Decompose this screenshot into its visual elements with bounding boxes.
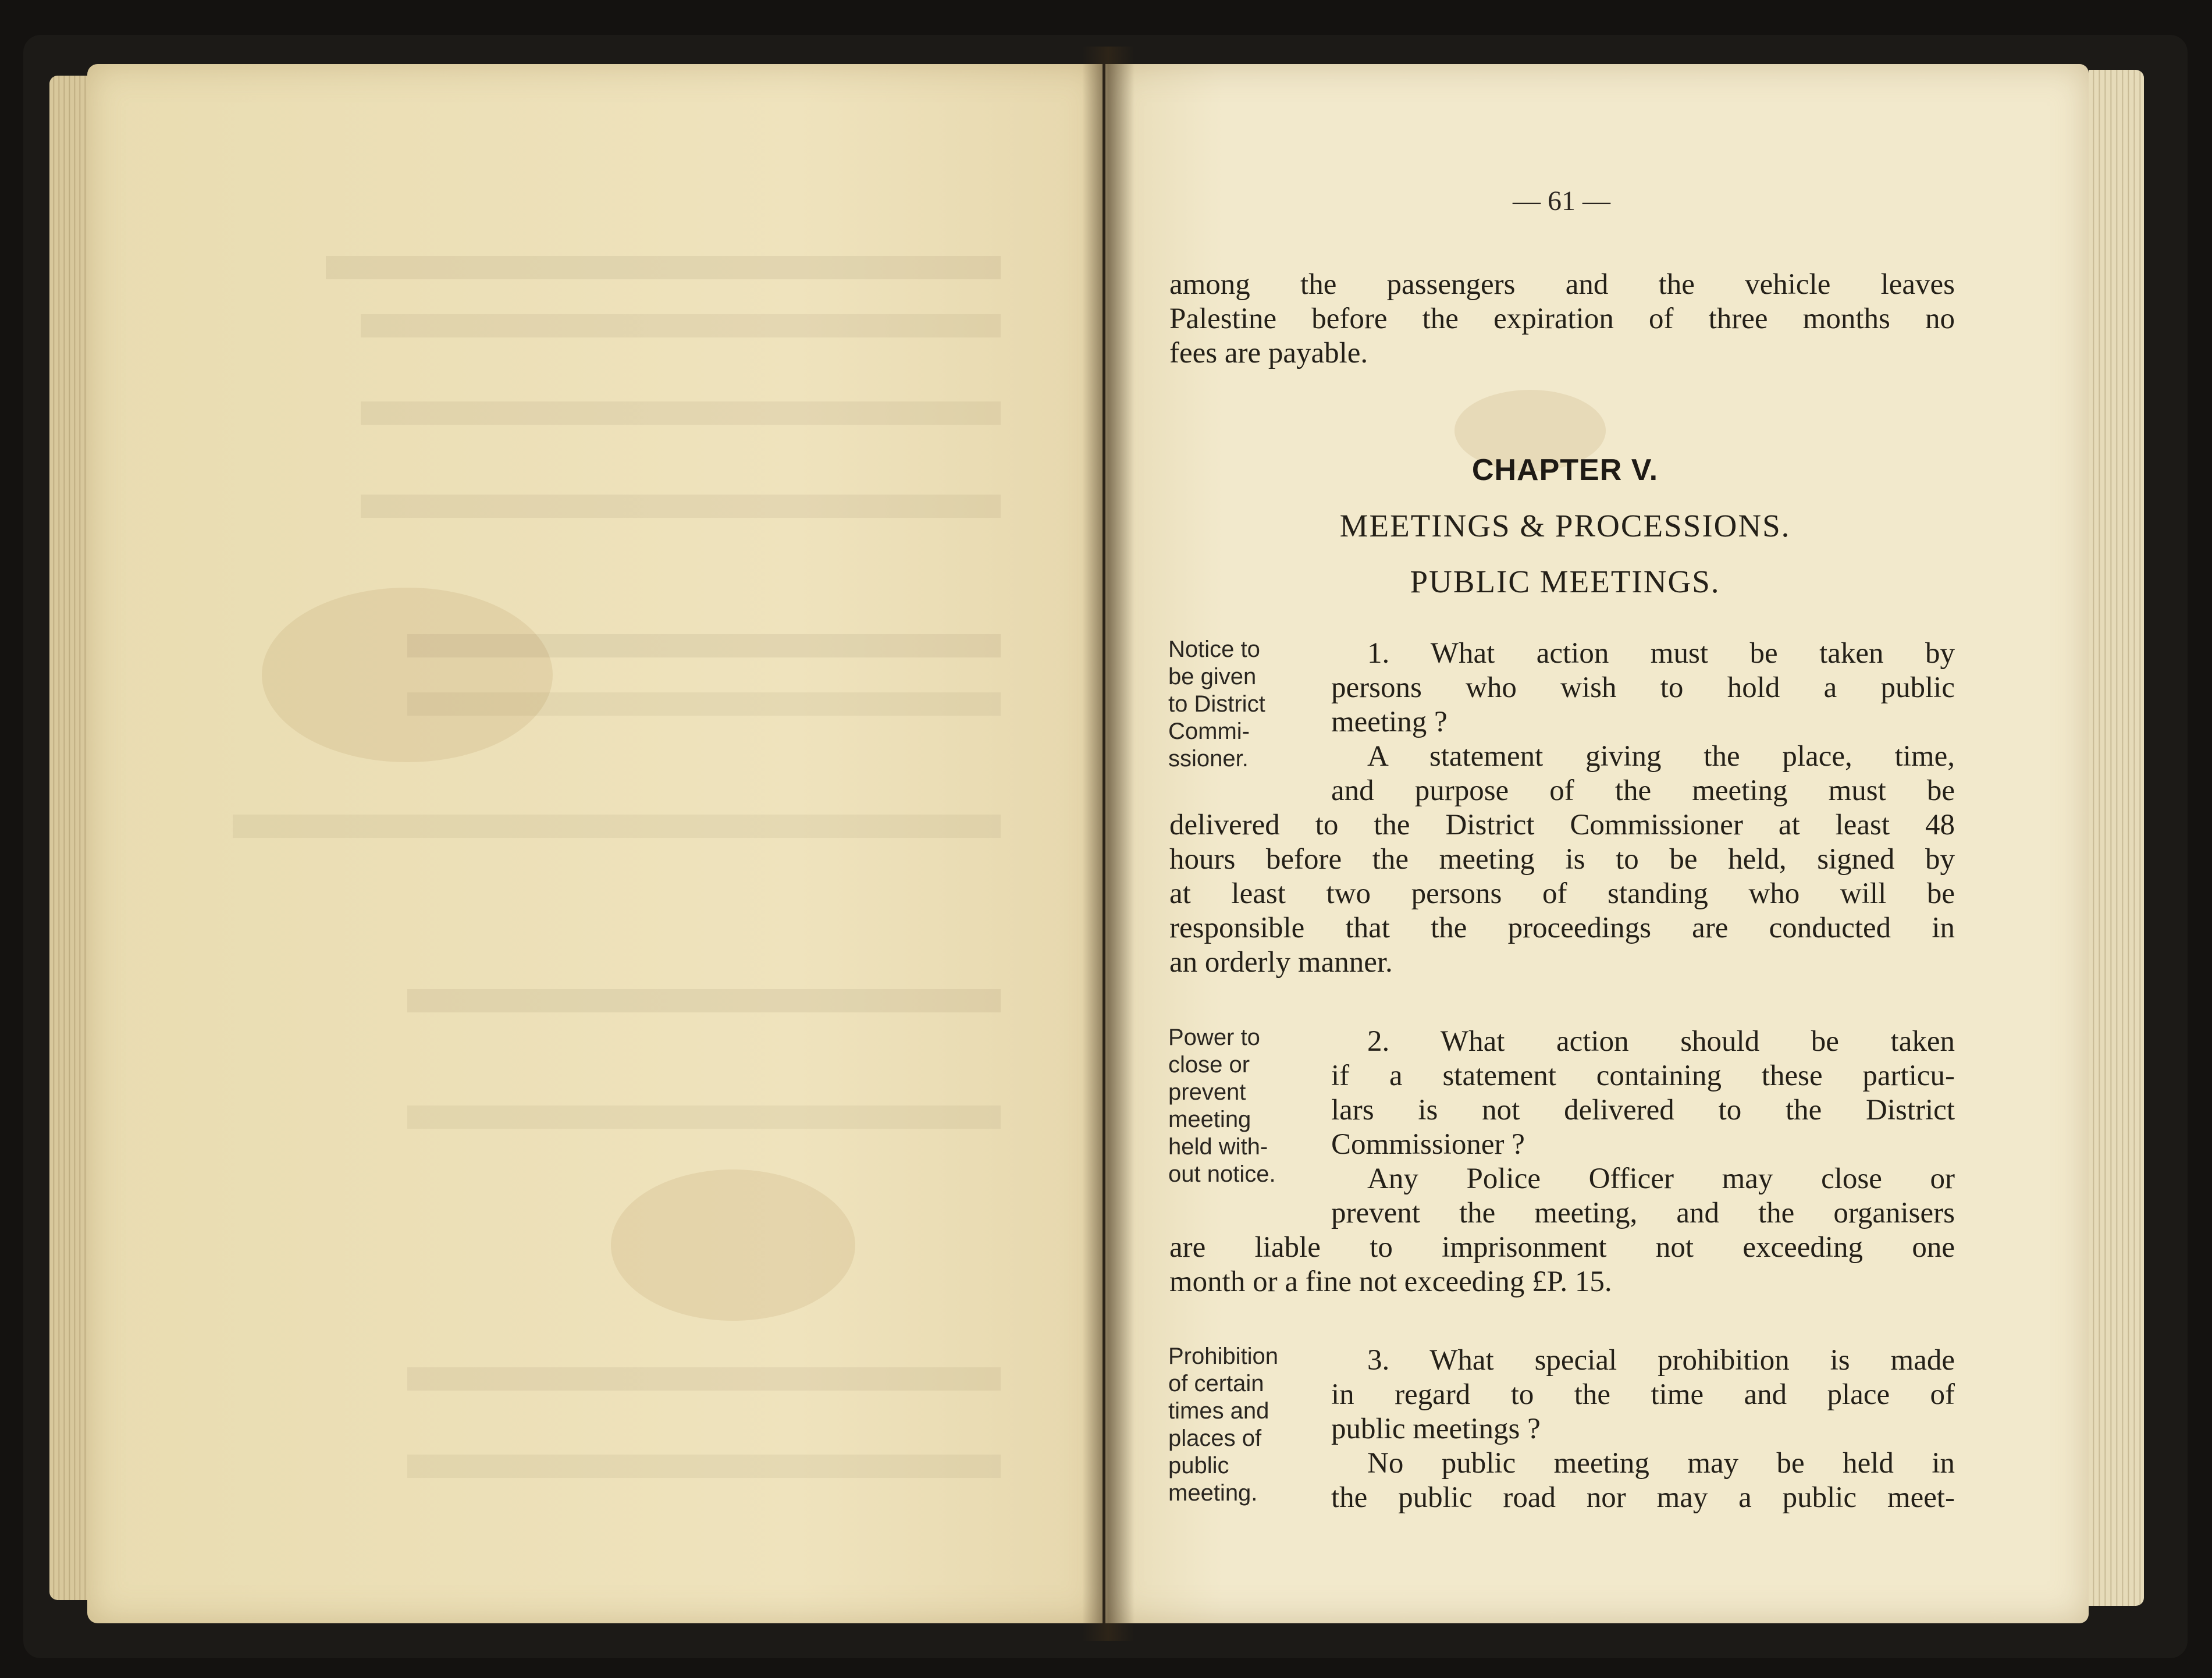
- answer-line: and purpose of the meeting must be: [1331, 774, 1955, 807]
- continuation-line: among the passengers and the vehicle leaves: [1169, 268, 1955, 301]
- right-page-edges: [2089, 70, 2144, 1606]
- margin-note: Notice to be given to District Commi- ssioner.: [1168, 637, 1265, 772]
- answer-line: delivered to the District Commissioner at least 48: [1169, 809, 1955, 841]
- answer-line: at least two persons of standing who will be: [1169, 877, 1955, 910]
- answer-line: month or a fine not exceeding £P. 15.: [1169, 1265, 1612, 1298]
- margin-note: Power to close or prevent meeting held with- out notice.: [1168, 1025, 1276, 1187]
- margin-note: Prohibition of certain times and places of public meeting.: [1168, 1343, 1279, 1506]
- continuation-line: Palestine before the expiration of three months no: [1169, 303, 1955, 335]
- answer-line: A statement giving the place, time,: [1367, 740, 1955, 773]
- question-line: 3. What special prohibition is made: [1367, 1344, 1955, 1377]
- question-line: persons who wish to hold a public: [1331, 671, 1955, 704]
- chapter-title: CHAPTER V.: [1471, 453, 1659, 487]
- answer-line: Any Police Officer may close or: [1367, 1162, 1955, 1195]
- subsection-title: PUBLIC MEETINGS.: [1410, 564, 1720, 599]
- question-line: 1. What action must be taken by: [1367, 637, 1955, 670]
- question-line: in regard to the time and place of: [1331, 1378, 1955, 1411]
- continuation-line: fees are payable.: [1169, 337, 1368, 369]
- paper-stain: [262, 588, 553, 762]
- section-title: MEETINGS & PROCESSIONS.: [1339, 508, 1791, 543]
- book-spine-shadow: [1082, 47, 1135, 1641]
- answer-line: hours before the meeting is to be held, signed by: [1169, 843, 1955, 876]
- question-line: lars is not delivered to the District: [1331, 1094, 1955, 1126]
- answer-line: an orderly manner.: [1169, 946, 1393, 979]
- answer-line: No public meeting may be held in: [1367, 1447, 1955, 1480]
- page-number: — 61 —: [1513, 186, 1610, 216]
- question-line: meeting ?: [1331, 706, 1448, 738]
- answer-line: responsible that the proceedings are conducted in: [1169, 912, 1955, 944]
- answer-line: prevent the meeting, and the organisers: [1331, 1197, 1955, 1229]
- question-line: Commissioner ?: [1331, 1128, 1525, 1161]
- paper-stain: [611, 1169, 855, 1321]
- answer-line: the public road nor may a public meet-: [1331, 1481, 1955, 1514]
- question-line: 2. What action should be taken: [1367, 1025, 1955, 1058]
- question-line: if a statement containing these particu-: [1331, 1060, 1955, 1092]
- answer-line: are liable to imprisonment not exceeding one: [1169, 1231, 1955, 1264]
- question-line: public meetings ?: [1331, 1413, 1541, 1445]
